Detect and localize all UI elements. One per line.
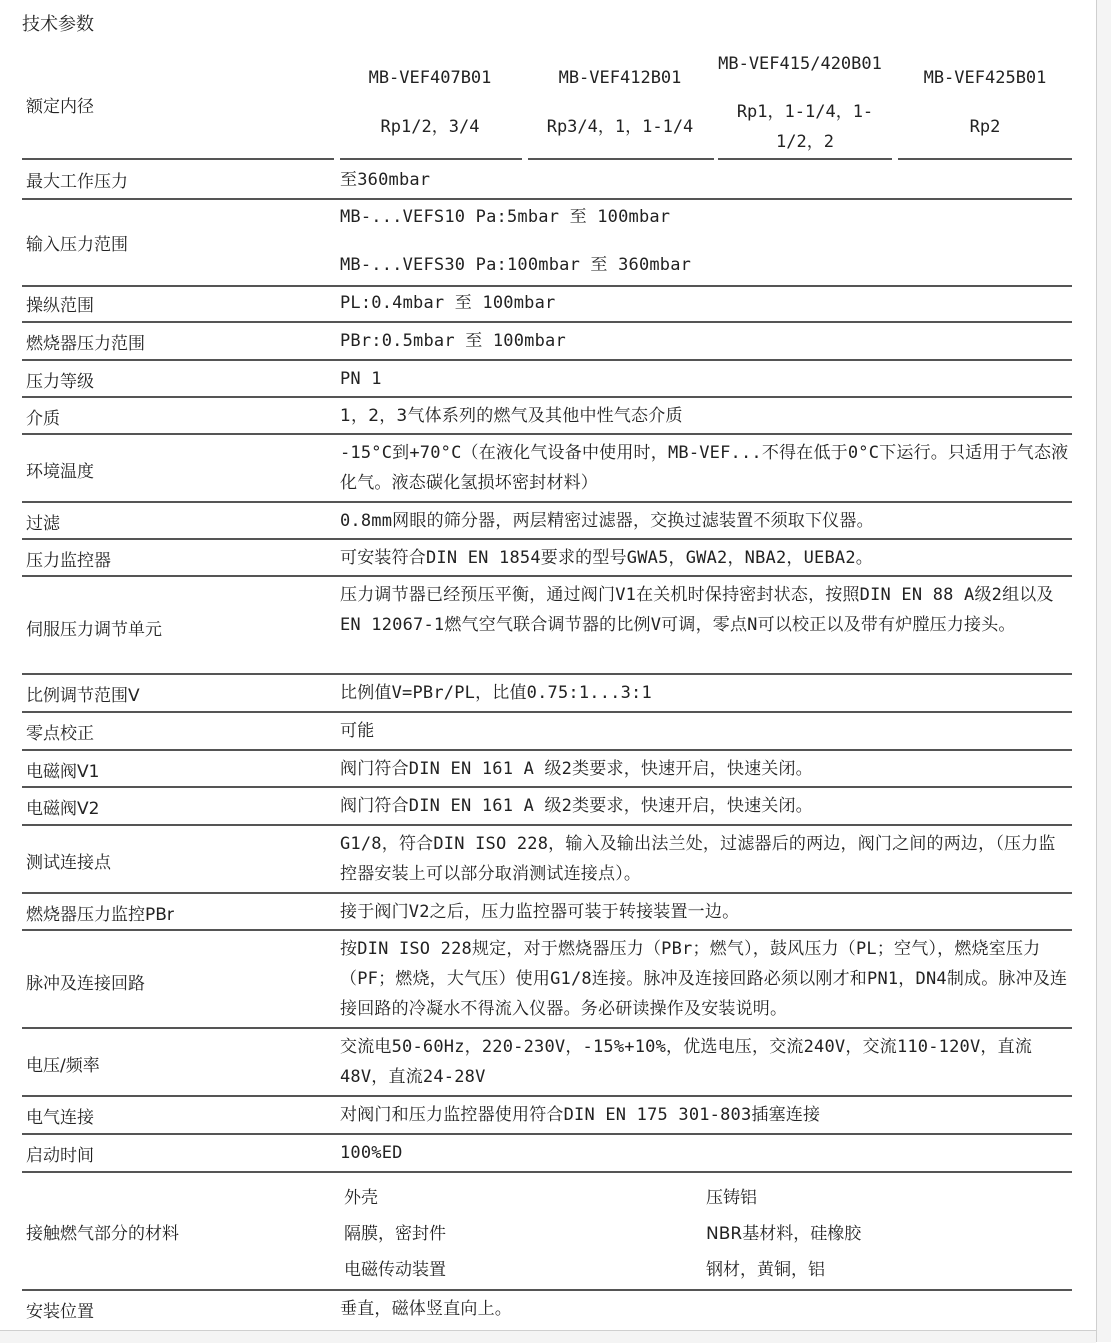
- table-row: [22, 503, 1072, 539]
- row-label: 电磁阀V1: [26, 762, 100, 782]
- table-row: [22, 1097, 1072, 1133]
- row-value: 接于阀门V2之后，压力监控器可装于转接装置一边。: [340, 902, 740, 922]
- table-row-materials: [22, 1173, 1072, 1289]
- bottom-frame: [0, 1330, 1096, 1343]
- row-label: 最大工作压力: [26, 172, 128, 192]
- table-row: [22, 931, 1072, 1027]
- row-label: 压力监控器: [26, 551, 111, 571]
- row-label: 环境温度: [26, 462, 94, 482]
- material-part: 外壳: [344, 1188, 378, 1208]
- row-label: 操纵范围: [26, 296, 94, 316]
- material-part: 隔膜，密封件: [344, 1224, 446, 1244]
- model-2: MB-VEF412B01: [558, 68, 682, 88]
- row-label: 启动时间: [26, 1146, 94, 1166]
- table-row: [22, 788, 1072, 824]
- table-row: [22, 287, 1072, 321]
- table-row: [22, 1029, 1072, 1095]
- model-4: MB-VEF425B01: [923, 68, 1047, 88]
- row-label: 零点校正: [26, 724, 94, 744]
- table-row: [22, 361, 1072, 397]
- row-value: 垂直，磁体竖直向上。: [340, 1299, 512, 1319]
- table-row: [22, 200, 1072, 284]
- row-value: 可能: [340, 721, 375, 741]
- table-row: [22, 751, 1072, 787]
- row-value: 可安装符合DIN EN 1854要求的型号GWA5，GWA2，NBA2，UEBA2。: [340, 548, 873, 568]
- row-value: 交流电50-60Hz，220-230V，-15%+10%，优选电压，交流240V，交流110-120V，直流48V，直流24-28V: [340, 1037, 1033, 1087]
- right-frame: [1096, 0, 1111, 1342]
- material-value: 钢材，黄铜，铝: [706, 1260, 825, 1280]
- row-label: 安装位置: [26, 1302, 94, 1322]
- row-value: G1/8，符合DIN ISO 228，输入及输出法兰处，过滤器后的两边，阀门之间的两边，（压力监控器安装上可以部分取消测试连接点）。: [340, 834, 1056, 884]
- row-label: 电气连接: [26, 1108, 94, 1128]
- table-row: [22, 540, 1072, 576]
- row-label: 脉冲及连接回路: [26, 974, 145, 994]
- row-label: 比例调节范围V: [26, 686, 140, 706]
- row-value: 压力调节器已经预压平衡，通过阀门V1在关机时保持密封状态，按照DIN EN 88 A级2组以及EN 12067-1燃气空气联合调节器的比例V可调，零点N可以校正以及带有炉膛压力接头。: [340, 585, 1054, 635]
- table-row: [22, 675, 1072, 711]
- model-1: MB-VEF407B01: [368, 68, 492, 88]
- table-row: [22, 163, 1072, 197]
- row-value: -15°C到+70°C（在液化气设备中使用时，MB-VEF...不得在低于0°C下运行。只适用于气态液化气。液态碳化氢损坏密封材料）: [340, 443, 1069, 493]
- row-label: 电压/频率: [26, 1056, 100, 1076]
- thread-3: Rp1，1-1/4，1-1/2，2: [736, 102, 874, 152]
- page-title: 技术参数: [22, 14, 94, 35]
- row-label: 电磁阀V2: [26, 799, 100, 819]
- row-value: 阀门符合DIN EN 161 A 级2类要求，快速开启，快速关闭。: [340, 759, 813, 779]
- row-label: 介质: [26, 409, 60, 429]
- row-value-line-2: MB-...VEFS30 Pa:100mbar 至 360mbar: [340, 255, 692, 275]
- material-value: 压铸铝: [706, 1188, 757, 1208]
- table-row: [22, 713, 1072, 749]
- row-label: 燃烧器压力监控PBr: [26, 905, 174, 925]
- thread-1: Rp1/2，3/4: [380, 117, 480, 137]
- table-row: [22, 1291, 1072, 1327]
- material-value: NBR基材料，硅橡胶: [706, 1224, 862, 1244]
- row-value: 阀门符合DIN EN 161 A 级2类要求，快速开启，快速关闭。: [340, 796, 813, 816]
- table-row: [22, 323, 1072, 359]
- row-label: 压力等级: [26, 372, 94, 392]
- row-value: 0.8mm网眼的筛分器，两层精密过滤器，交换过滤装置不须取下仪器。: [340, 511, 874, 531]
- thread-4: Rp2: [969, 117, 1001, 137]
- row-value: 100%ED: [340, 1143, 403, 1163]
- row-label: 燃烧器压力范围: [26, 334, 145, 354]
- row-label: 过滤: [26, 514, 60, 534]
- header-line-2: [528, 158, 714, 160]
- model-3: MB-VEF415/420B01: [718, 54, 882, 74]
- row-value: 对阀门和压力监控器使用符合DIN EN 175 301-803插塞连接: [340, 1105, 821, 1125]
- table-row: [22, 577, 1072, 673]
- table-row: [22, 1135, 1072, 1171]
- row-label: 接触燃气部分的材料: [26, 1224, 179, 1244]
- row-value: 至360mbar: [340, 170, 431, 190]
- header-line-4: [898, 158, 1072, 160]
- row-label: 输入压力范围: [26, 235, 128, 255]
- table-row: [22, 398, 1072, 434]
- header-line-label: [22, 158, 334, 160]
- row-value: PL:0.4mbar 至 100mbar: [340, 293, 556, 313]
- header-line-3: [718, 158, 892, 160]
- header-row: [22, 40, 1072, 160]
- row-value: 比例值V=PBr/PL，比值0.75:1...3:1: [340, 683, 652, 703]
- row-value: 按DIN ISO 228规定，对于燃烧器压力（PBr；燃气），鼓风压力（PL；空气），燃烧室压力（PF；燃烧，大气压）使用G1/8连接。脉冲及连接回路必须以刚才和PN1，DN4制成。脉冲及连接回路的冷凝水不得流入仪器。务必研读操作及安装说明。: [340, 939, 1068, 1019]
- row-label-nominal-diameter: 额定内径: [26, 97, 94, 117]
- thread-2: Rp3/4，1，1-1/4: [546, 117, 694, 137]
- row-value: PBr:0.5mbar 至 100mbar: [340, 331, 566, 351]
- row-value-line-1: MB-...VEFS10 Pa:5mbar 至 100mbar: [340, 207, 671, 227]
- header-line-1: [340, 158, 522, 160]
- row-value: 1，2，3气体系列的燃气及其他中性气态介质: [340, 406, 683, 426]
- table-row: [22, 826, 1072, 892]
- row-label: 伺服压力调节单元: [26, 620, 162, 640]
- table-row: [22, 435, 1072, 501]
- material-part: 电磁传动装置: [344, 1260, 446, 1280]
- table-row: [22, 894, 1072, 930]
- row-value: PN 1: [340, 369, 382, 389]
- row-label: 测试连接点: [26, 853, 111, 873]
